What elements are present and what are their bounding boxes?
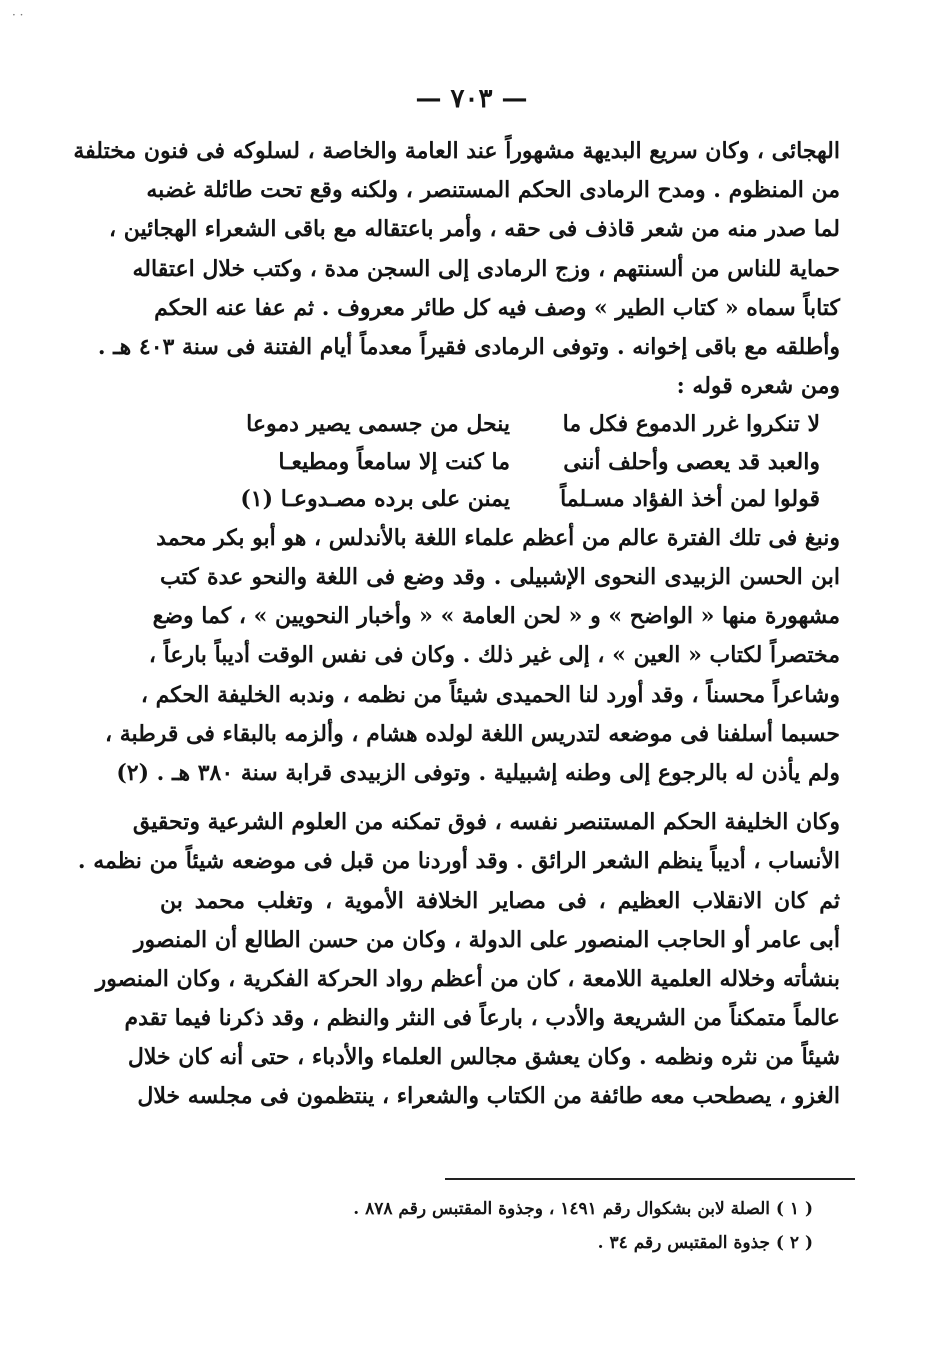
verse-first-hemistich: لا تنكروا غرر الدموع فكل ما	[562, 411, 820, 438]
text-line: مشهورة منها « الواضح » و « لحن العامة » « وأخبار النحويين » ، كما وضع	[152, 603, 840, 630]
text-line: الغزو ، يصطحب معه طائفة من الكتاب والشعراء ، ينتظمون فى مجلسه خلال	[137, 1083, 840, 1110]
verse-second-hemistich: ينحل من جسمى يصير دموعا	[246, 411, 510, 438]
paragraph-ramadi	[73, 132, 840, 406]
footnote: ( ١ ) الصلة لابن بشكوال رقم ١٤٩١ ، وجذوة المقتبس رقم ٨٧٨ .	[353, 1199, 813, 1219]
text-line: من المنظوم . ومدح الرمادى الحكم المستنصر ، ولكنه وقع تحت طائلة غضبه	[146, 177, 840, 204]
text-line: حسبما أسلفنا فى موضعه لتدريس اللغة لولده هشام ، وألزمه بالبقاء فى قرطبة ،	[105, 720, 840, 747]
text-line: عالماً متمكناً من الشريعة والأدب ، بارعاً فى النثر والنظم ، وقد ذكرنا فيما تقدم	[124, 1005, 840, 1032]
footnotes	[293, 1192, 813, 1260]
text-line: مختصراً لكتاب « العين » ، إلى غير ذلك . وكان فى نفس الوقت أديباً بارعاً ،	[148, 642, 840, 669]
text-line: ونبغ فى تلك الفترة عالم من أعظم علماء اللغة بالأندلس ، هو أبو بكر محمد	[156, 524, 840, 551]
verse-first-hemistich: قولوا لمن أخذ الفؤاد مسـلماً	[560, 486, 820, 513]
footnote-divider	[445, 1178, 855, 1180]
main-text	[73, 132, 840, 1117]
verse-second-hemistich: يمنن على برده مصـدوعـا (١)	[240, 486, 510, 513]
paragraph-gap	[160, 793, 840, 803]
text-line: وأطلقه مع باقى إخوانه . وتوفى الرمادى فقيراً معدماً أيام الفتنة فى سنة ٤٠٣ هـ .	[97, 333, 840, 360]
text-line: ومن شعره قوله :	[676, 373, 840, 400]
text-line: شيئاً من نثره ونظمه . وكان يعشق مجالس العلماء والأدباء ، حتى أنه كان خلال	[127, 1044, 840, 1071]
text-line: لما صدر منه من شعر قاذف فى حقه ، وأمر باعتقاله مع باقى الشعراء الهجائين ،	[109, 216, 840, 243]
text-line: أبى عامر أو الحاجب المنصور على الدولة ، وكان من حسن الطالع أن المنصور	[133, 926, 840, 953]
paragraph-zubaydi	[105, 519, 840, 793]
text-line: الأنساب ، أديباً ينظم الشعر الرائق . وقد أوردنا من قبل فى موضعه شيئاً من نظمه .	[77, 848, 840, 875]
page-number: — ٧٠٣ —	[415, 84, 528, 114]
text-line: حماية للناس من ألسنتهم ، وزج الرمادى إلى السجن مدة ، وكتب خلال اعتقاله	[132, 255, 840, 282]
verse	[160, 481, 840, 519]
paragraph-mansur	[95, 882, 840, 1117]
poem	[160, 406, 840, 519]
text-line: بنشأته وخلاله العلمية اللامعة ، كان من أعظم رواد الحركة الفكرية ، وكان المنصور	[95, 965, 840, 992]
verse	[160, 406, 840, 444]
text-line: ابن الحسن الزبيدى النحوى الإشبيلى . وقد وضع فى اللغة والنحو عدة كتب	[160, 564, 840, 590]
corner-mark: · ·	[12, 8, 24, 22]
verse	[160, 444, 840, 482]
text-line: كتاباً سماه « كتاب الطير » وصف فيه كل طائر معروف . ثم عفا عنه الحكم	[154, 294, 840, 321]
verse-first-hemistich: والعبد قد يعصى وأحلف أننى	[563, 448, 820, 475]
text-line: وشاعراً محسناً ، وقد أورد لنا الحميدى شيئاً من نظمه ، وندبه الخليفة الحكم ،	[140, 681, 840, 708]
text-line: ثم كان الانقلاب العظيم ، فى مصاير الخلافة الأموية ، وتغلب محمد بن	[160, 887, 840, 914]
text-line: الهجائى ، وكان سريع البديهة مشهوراً عند العامة والخاصة ، لسلوكه فى فنون مختلفة	[73, 138, 840, 164]
paragraph-hakam	[77, 803, 840, 881]
text-line: ولم يأذن له بالرجوع إلى وطنه إشبيلية . وتوفى الزبيدى قرابة سنة ٣٨٠ هـ . (٢)	[116, 759, 840, 786]
verse-second-hemistich: ما كنت إلا سامعاً ومطيعـا	[278, 448, 510, 475]
text-line: وكان الخليفة الحكم المستنصر نفسه ، فوق تمكنه من العلوم الشرعية وتحقيق	[132, 809, 840, 836]
footnote: ( ٢ ) جذوة المقتبس رقم ٣٤ .	[597, 1233, 813, 1253]
